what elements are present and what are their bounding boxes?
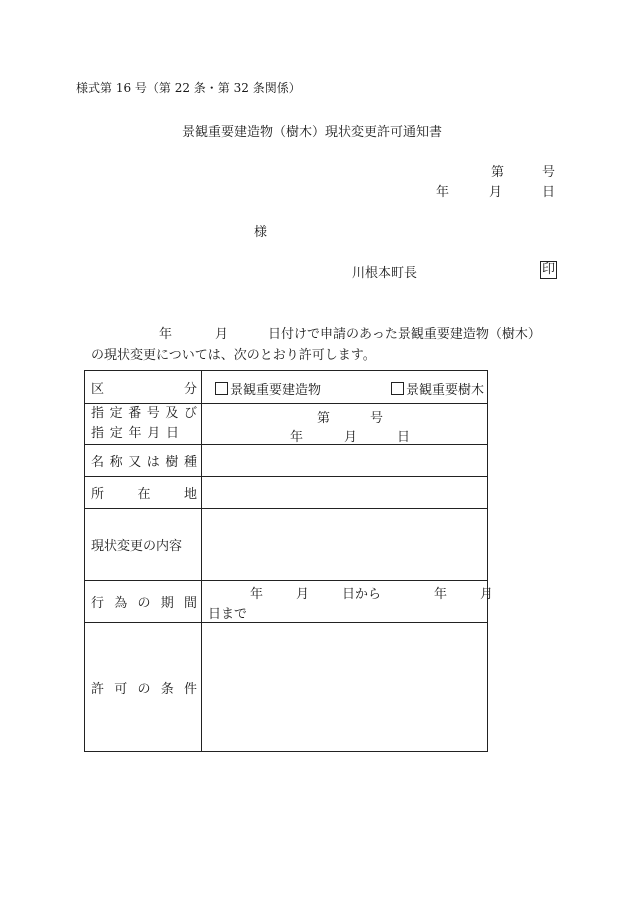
body-nen: 年 xyxy=(159,327,173,342)
body-line1-tail: 日付けで申請のあった景観重要建造物（樹木） xyxy=(268,327,541,342)
period-tsuki2: 月 xyxy=(480,587,494,602)
row-conditions xyxy=(85,623,488,752)
designation-dai: 第 xyxy=(317,411,331,426)
designation-value[interactable] xyxy=(202,404,488,445)
label-period-text xyxy=(91,592,197,611)
label-content-text: 現状変更の内容 xyxy=(91,539,183,554)
label-char: 指 xyxy=(91,406,105,421)
label-char: び xyxy=(183,406,197,421)
period-hi-made: 日まで xyxy=(208,607,248,622)
period-hikara: 日から xyxy=(342,587,382,602)
label-char: 日 xyxy=(165,426,179,441)
label-conditions xyxy=(85,623,202,752)
body-tsuki: 月 xyxy=(215,327,229,342)
option-building[interactable] xyxy=(215,379,321,398)
label-char: は xyxy=(146,455,160,470)
designation-gou: 号 xyxy=(370,411,384,426)
label-char: 条 xyxy=(160,681,174,697)
checkbox-tree[interactable] xyxy=(391,382,404,395)
label-kubun-text xyxy=(91,378,197,397)
label-char: 定 xyxy=(109,426,123,441)
date-tsuki: 月 xyxy=(489,185,503,200)
label-char: 行 xyxy=(91,596,105,611)
checkbox-building[interactable] xyxy=(215,382,228,395)
content-value[interactable] xyxy=(202,509,488,581)
issuer-name: 川根本町長 xyxy=(352,266,418,281)
option-tree-label: 景観重要樹木 xyxy=(406,383,485,398)
label-char: 間 xyxy=(183,596,197,611)
label-char: 区 xyxy=(91,381,105,397)
label-location-text xyxy=(91,483,197,502)
label-char: の xyxy=(137,681,151,697)
label-char: 樹 xyxy=(165,455,179,470)
seal-stamp: 印 xyxy=(542,262,556,277)
label-char: 及 xyxy=(165,406,179,421)
label-char: 号 xyxy=(146,406,160,421)
label-char: 名 xyxy=(91,455,105,470)
label-char: 件 xyxy=(183,681,197,697)
document-title: 景観重要建造物（樹木）現状変更許可通知書 xyxy=(182,125,443,140)
period-tsuki1: 月 xyxy=(296,587,310,602)
permit-table xyxy=(84,370,494,752)
label-char: 許 xyxy=(91,681,105,697)
row-name xyxy=(85,445,488,477)
row-kubun xyxy=(85,371,488,404)
option-building-label: 景観重要建造物 xyxy=(230,383,322,398)
label-designation-line2 xyxy=(91,424,197,444)
label-content xyxy=(85,509,202,581)
date-nen: 年 xyxy=(436,185,450,200)
designation-nen: 年 xyxy=(290,430,304,445)
row-designation xyxy=(85,404,488,445)
label-kubun xyxy=(85,371,202,404)
period-nen2: 年 xyxy=(434,587,448,602)
label-char: 称 xyxy=(109,455,123,470)
label-name xyxy=(85,445,202,477)
row-period xyxy=(85,581,488,623)
date-hi: 日 xyxy=(542,185,556,200)
label-char: 所 xyxy=(91,487,105,502)
label-period xyxy=(85,581,202,623)
label-char: 分 xyxy=(183,381,197,397)
ref-dai: 第 xyxy=(491,165,505,180)
label-char: 種 xyxy=(183,455,197,470)
seal-mark xyxy=(540,261,557,279)
ref-gou: 号 xyxy=(542,165,556,180)
row-location xyxy=(85,477,488,509)
label-char: 定 xyxy=(109,406,123,421)
label-location xyxy=(85,477,202,509)
location-value[interactable] xyxy=(202,477,488,509)
label-char: 地 xyxy=(183,487,197,502)
designation-tsuki: 月 xyxy=(344,430,358,445)
label-char: 指 xyxy=(91,426,105,441)
form-number: 様式第 16 号（第 22 条・第 32 条関係） xyxy=(76,81,301,95)
designation-hi: 日 xyxy=(397,430,411,445)
label-designation-line1 xyxy=(91,404,197,424)
period-value[interactable] xyxy=(202,581,494,623)
period-nen1: 年 xyxy=(250,587,264,602)
label-char: 在 xyxy=(137,487,151,502)
label-conditions-text xyxy=(91,678,197,697)
label-char: 期 xyxy=(160,596,174,611)
label-char: 月 xyxy=(147,426,161,441)
option-tree[interactable] xyxy=(391,379,484,398)
name-value[interactable] xyxy=(202,445,488,477)
label-char: 年 xyxy=(128,426,142,441)
label-name-text xyxy=(91,451,197,470)
conditions-value[interactable] xyxy=(202,623,488,752)
recipient-sama: 様 xyxy=(254,225,268,240)
label-char: 又 xyxy=(128,455,142,470)
label-designation xyxy=(85,404,202,445)
body-line2: の現状変更については、次のとおり許可します。 xyxy=(91,348,376,363)
row-content xyxy=(85,509,488,581)
kubun-value xyxy=(202,371,488,404)
label-char: 可 xyxy=(114,681,128,697)
label-char: 番 xyxy=(128,406,142,421)
label-char: 為 xyxy=(114,596,128,611)
label-char: の xyxy=(137,596,151,611)
